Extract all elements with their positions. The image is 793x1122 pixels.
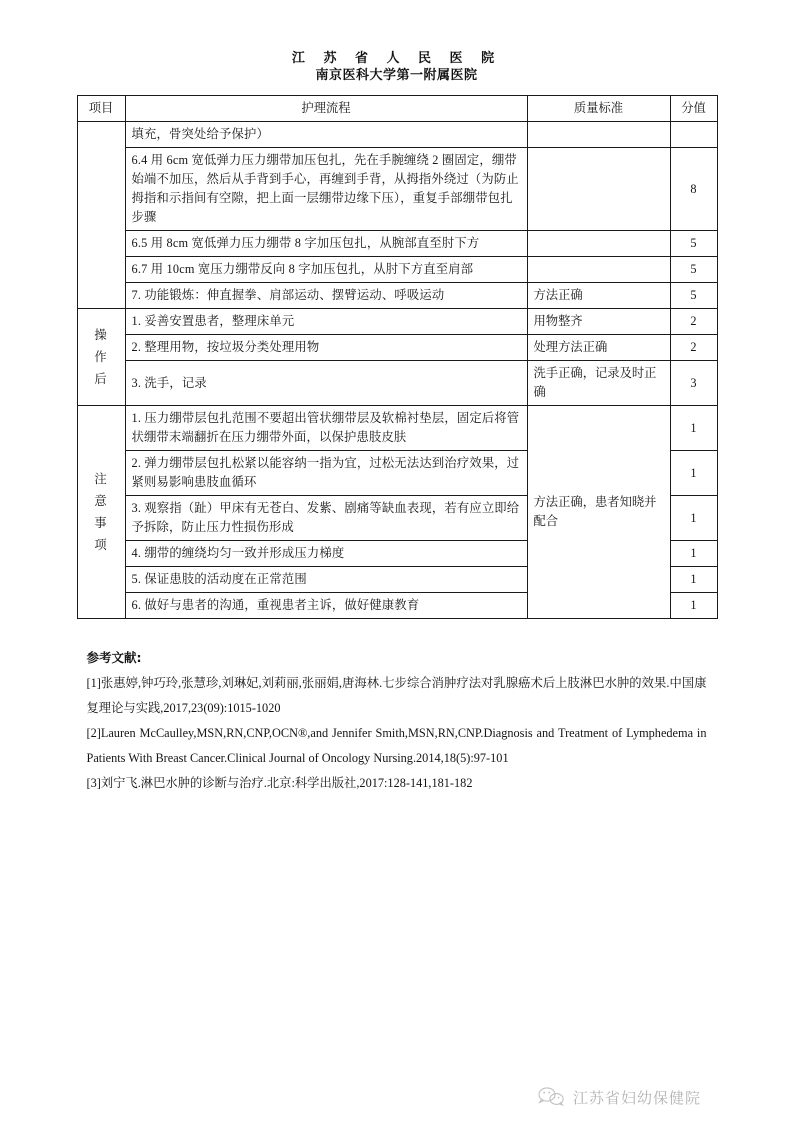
cell-nursing-flow: 6.5 用 8cm 宽低弹力压力绷带 8 字加压包扎，从腕部直至肘下方	[125, 231, 527, 257]
cell-nursing-flow: 6.4 用 6cm 宽低弹力压力绷带加压包扎，先在手腕缠绕 2 圈固定，绷带始端不加压，然后从手背到手心，再缠到手背，从拇指外绕过（为防止拇指和示指间有空隙，把上面一层绷带边缘下压），重复手部绷带包扎步骤	[125, 148, 527, 231]
cell-nursing-flow: 2. 整理用物，按垃圾分类处理用物	[125, 335, 527, 361]
cell-score: 1	[670, 406, 717, 451]
section-label-text: 注 意 事 项	[94, 472, 108, 552]
cell-nursing-flow: 1. 妥善安置患者，整理床单元	[125, 309, 527, 335]
cell-score: 1	[670, 567, 717, 593]
cell-score: 5	[670, 257, 717, 283]
cell-nursing-flow: 6. 做好与患者的沟通，重视患者主诉，做好健康教育	[125, 593, 527, 619]
table-row	[77, 122, 717, 148]
assessment-table	[77, 95, 718, 619]
cell-score: 2	[670, 309, 717, 335]
document-header	[0, 0, 793, 85]
table-row	[77, 148, 717, 231]
wechat-icon	[538, 1086, 564, 1108]
table-row	[77, 335, 717, 361]
cell-nursing-flow: 1. 压力绷带层包扎范围不要超出管状绷带层及软棉衬垫层，固定后将管状绷带末端翻折在压力绷带外面，以保护患肢皮肤	[125, 406, 527, 451]
cell-score: 3	[670, 361, 717, 406]
table-body	[77, 122, 717, 619]
cell-quality-standard	[527, 148, 670, 231]
col-header-score: 分值	[670, 96, 717, 122]
hospital-subtitle: 南京医科大学第一附属医院	[315, 68, 478, 83]
cell-score	[670, 122, 717, 148]
table-row	[77, 231, 717, 257]
cell-nursing-flow: 填充，骨突处给予保护）	[125, 122, 527, 148]
cell-score: 1	[670, 496, 717, 541]
footer-badge-label: 江苏省妇幼保健院	[572, 1088, 701, 1107]
cell-quality-standard	[527, 231, 670, 257]
cell-quality-standard	[527, 257, 670, 283]
cell-score: 8	[670, 148, 717, 231]
col-header-std: 质量标准	[527, 96, 670, 122]
cell-nursing-flow: 4. 绷带的缠绕均匀一致并形成压力梯度	[125, 541, 527, 567]
hospital-name: 江 苏 省 人 民 医 院	[291, 51, 502, 66]
references-title: 参考文献:	[86, 650, 142, 665]
table-row	[77, 257, 717, 283]
cell-quality-standard: 洗手正确，记录及时正确	[527, 361, 670, 406]
cell-nursing-flow: 2. 弹力绷带层包扎松紧以能容纳一指为宜，过松无法达到治疗效果，过紧则易影响患肢血循环	[125, 451, 527, 496]
col-header-flow: 护理流程	[125, 96, 527, 122]
table-header-row	[77, 96, 717, 122]
section-label-操作后	[77, 309, 125, 406]
reference-item: [1]张惠婷,钟巧玲,张慧珍,刘琳妃,刘莉丽,张丽娟,唐海林.七步综合消肿疗法对乳腺癌术后上肢淋巴水肿的效果.中国康复理论与实践,2017,23(09):1015-1020	[86, 676, 707, 715]
col-header-item: 项目	[77, 96, 125, 122]
cell-nursing-flow: 3. 观察指（趾）甲床有无苍白、发紫、剧痛等缺血表现，若有应立即给予拆除，防止压力性损伤形成	[125, 496, 527, 541]
section-label-empty	[77, 122, 125, 309]
cell-quality-standard	[527, 122, 670, 148]
cell-score: 2	[670, 335, 717, 361]
cell-score: 1	[670, 541, 717, 567]
table-row	[77, 283, 717, 309]
reference-item: [2]Lauren McCaulley,MSN,RN,CNP,OCN®,and Jennifer Smith,MSN,RN,CNP.Diagnosis and Treatment of Lymphedema in Patients With Breast Cancer.Clinical Journal of Oncology Nursing.2014,18(5):97-101	[86, 726, 707, 765]
references-section	[87, 645, 707, 796]
table-row	[77, 361, 717, 406]
cell-quality-standard: 处理方法正确	[527, 335, 670, 361]
section-label-注意事项	[77, 406, 125, 619]
table-row	[77, 406, 717, 451]
references-list	[87, 671, 707, 796]
cell-score: 1	[670, 451, 717, 496]
cell-quality-standard: 用物整齐	[527, 309, 670, 335]
cell-quality-standard-merged: 方法正确，患者知晓并配合	[527, 406, 670, 619]
cell-score: 5	[670, 231, 717, 257]
reference-item: [3]刘宁飞.淋巴水肿的诊断与治疗.北京:科学出版社,2017:128-141,181-182	[86, 776, 473, 790]
cell-nursing-flow: 6.7 用 10cm 宽压力绷带反向 8 字加压包扎，从肘下方直至肩部	[125, 257, 527, 283]
cell-nursing-flow: 5. 保证患肢的活动度在正常范围	[125, 567, 527, 593]
cell-score: 1	[670, 593, 717, 619]
cell-nursing-flow: 7. 功能锻炼：伸直握拳、肩部运动、摆臂运动、呼吸运动	[125, 283, 527, 309]
footer-badge	[538, 1086, 701, 1108]
section-label-text: 操 作 后	[94, 328, 108, 386]
cell-nursing-flow: 3. 洗手，记录	[125, 361, 527, 406]
cell-quality-standard: 方法正确	[527, 283, 670, 309]
table-row	[77, 309, 717, 335]
cell-score: 5	[670, 283, 717, 309]
assessment-table-container	[77, 95, 717, 619]
